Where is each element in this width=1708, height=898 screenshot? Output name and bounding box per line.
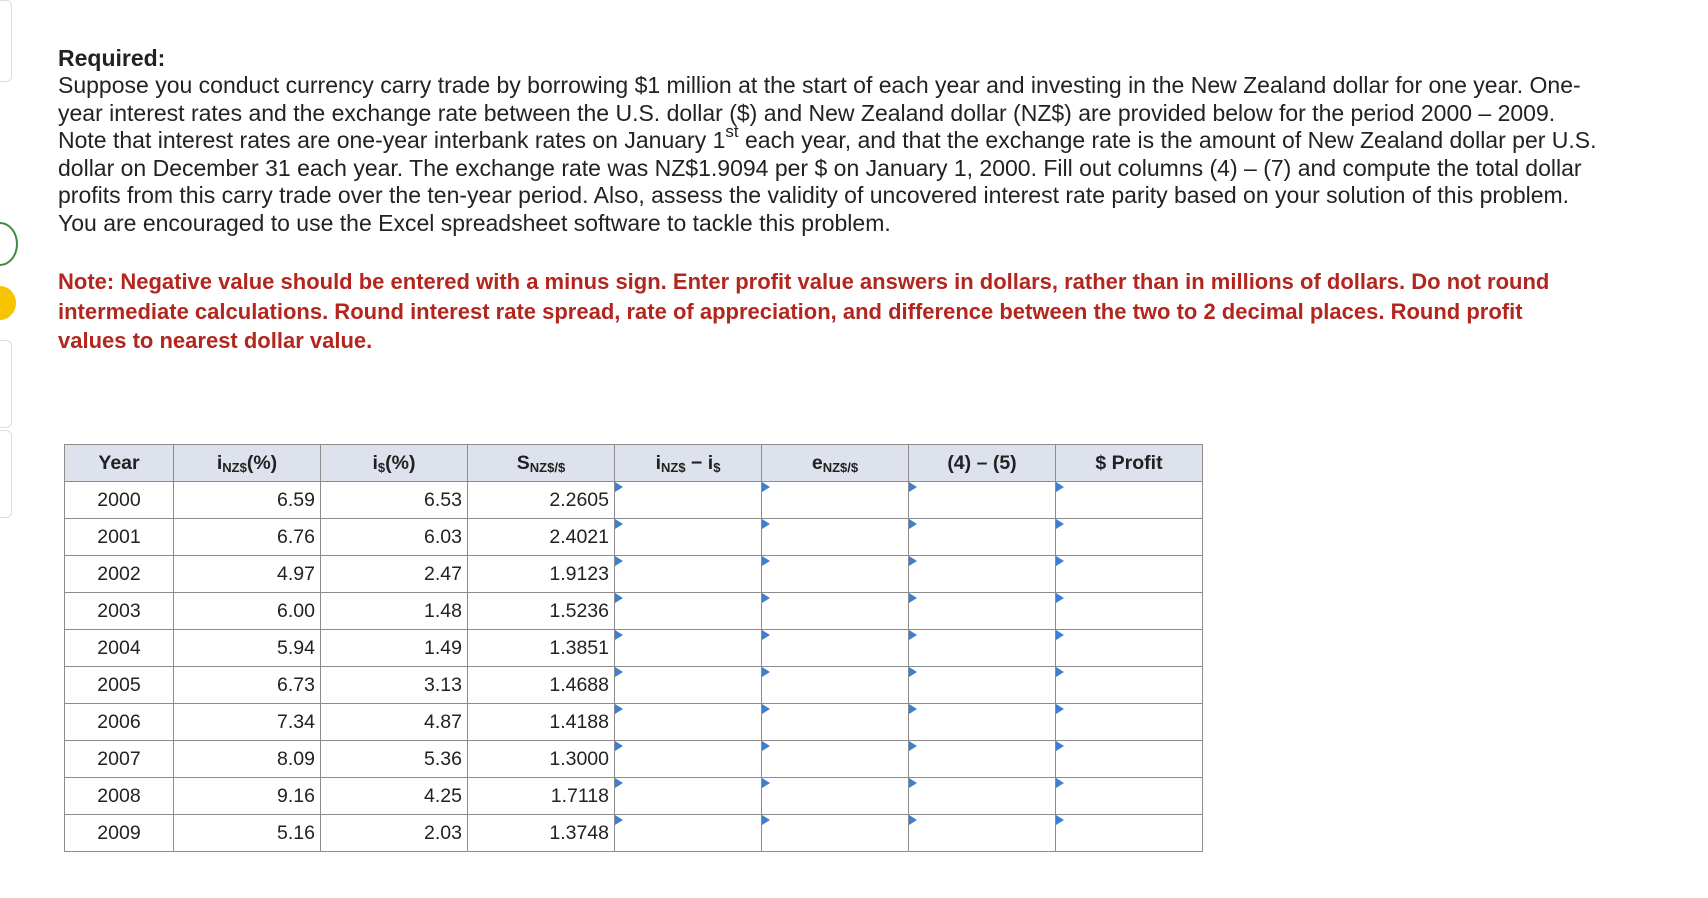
- profit-input-cell[interactable]: [1056, 482, 1203, 519]
- difference-input-cell[interactable]: [909, 667, 1056, 704]
- appreciation-input[interactable]: [767, 815, 903, 851]
- cell-marker-icon: [1056, 556, 1064, 566]
- cell-nz-interest: 8.09: [174, 741, 321, 778]
- difference-input[interactable]: [914, 667, 1050, 703]
- cell-marker-icon: [615, 778, 623, 788]
- appreciation-input[interactable]: [767, 556, 903, 592]
- cell-marker-icon: [615, 519, 623, 529]
- profit-input[interactable]: [1061, 741, 1197, 777]
- cell-marker-icon: [762, 704, 770, 714]
- cell-marker-icon: [909, 630, 917, 640]
- table-row: [65, 630, 1203, 667]
- superscript-st: st: [725, 122, 739, 142]
- cell-year: 2001: [65, 519, 174, 556]
- cell-marker-icon: [762, 667, 770, 677]
- side-panel-card: [0, 0, 12, 82]
- difference-input-cell[interactable]: [909, 630, 1056, 667]
- difference-input-cell[interactable]: [909, 556, 1056, 593]
- cell-marker-icon: [615, 593, 623, 603]
- profit-input-cell[interactable]: [1056, 593, 1203, 630]
- cell-marker-icon: [909, 667, 917, 677]
- table-row: [65, 482, 1203, 519]
- spread-input[interactable]: [620, 556, 756, 592]
- cell-marker-icon: [1056, 741, 1064, 751]
- appreciation-input-cell[interactable]: [762, 556, 909, 593]
- profit-input-cell[interactable]: [1056, 667, 1203, 704]
- appreciation-input-cell[interactable]: [762, 519, 909, 556]
- cell-exchange-rate: 1.7118: [468, 778, 615, 815]
- cell-nz-interest: 6.00: [174, 593, 321, 630]
- difference-input-cell[interactable]: [909, 519, 1056, 556]
- appreciation-input-cell[interactable]: [762, 704, 909, 741]
- difference-input[interactable]: [914, 593, 1050, 629]
- cell-marker-icon: [909, 593, 917, 603]
- spread-input-cell[interactable]: [615, 519, 762, 556]
- profit-input-cell[interactable]: [1056, 556, 1203, 593]
- cell-marker-icon: [1056, 704, 1064, 714]
- required-heading: Required:: [58, 45, 166, 71]
- cell-marker-icon: [762, 778, 770, 788]
- spread-input-cell[interactable]: [615, 741, 762, 778]
- cell-marker-icon: [909, 815, 917, 825]
- cell-nz-interest: 6.59: [174, 482, 321, 519]
- cell-marker-icon: [762, 593, 770, 603]
- cell-exchange-rate: 1.3748: [468, 815, 615, 852]
- cell-nz-interest: 6.73: [174, 667, 321, 704]
- table-row: [65, 667, 1203, 704]
- cell-marker-icon: [762, 482, 770, 492]
- profit-input[interactable]: [1061, 593, 1197, 629]
- profit-input-cell[interactable]: [1056, 778, 1203, 815]
- table-row: [65, 593, 1203, 630]
- cell-marker-icon: [615, 741, 623, 751]
- instruction-note: Note: Negative value should be entered with a minus sign. Enter profit value answers in dollars, rather than in millions of dollars. Do not round intermediate calculations. Round interest rate spread, rate of appreciation, and difference between the two to 2 decimal places. Round profit values to nearest dollar value.: [58, 269, 1550, 353]
- cell-marker-icon: [762, 556, 770, 566]
- cell-marker-icon: [1056, 667, 1064, 677]
- appreciation-input-cell[interactable]: [762, 778, 909, 815]
- cell-marker-icon: [762, 741, 770, 751]
- header-difference: (4) – (5): [909, 445, 1056, 482]
- cell-marker-icon: [1056, 593, 1064, 603]
- spread-input[interactable]: [620, 667, 756, 703]
- appreciation-input[interactable]: [767, 630, 903, 666]
- cell-marker-icon: [615, 704, 623, 714]
- cell-marker-icon: [909, 778, 917, 788]
- difference-input[interactable]: [914, 815, 1050, 851]
- cell-year: 2004: [65, 630, 174, 667]
- appreciation-input-cell[interactable]: [762, 593, 909, 630]
- spread-input-cell[interactable]: [615, 704, 762, 741]
- header-us-interest: $i_{\$}(\%)$: [321, 445, 468, 482]
- spread-input-cell[interactable]: [615, 778, 762, 815]
- cell-us-interest: 3.13: [321, 667, 468, 704]
- table-row: [65, 556, 1203, 593]
- cell-marker-icon: [762, 519, 770, 529]
- cell-marker-icon: [762, 815, 770, 825]
- difference-input[interactable]: [914, 519, 1050, 555]
- spread-input[interactable]: [620, 593, 756, 629]
- appreciation-input-cell[interactable]: [762, 667, 909, 704]
- cell-year: 2005: [65, 667, 174, 704]
- cell-year: 2009: [65, 815, 174, 852]
- cell-us-interest: 2.03: [321, 815, 468, 852]
- appreciation-input[interactable]: [767, 704, 903, 740]
- difference-input[interactable]: [914, 741, 1050, 777]
- spread-input-cell[interactable]: [615, 556, 762, 593]
- spread-input[interactable]: [620, 815, 756, 851]
- difference-input[interactable]: [914, 630, 1050, 666]
- cell-marker-icon: [1056, 630, 1064, 640]
- appreciation-input[interactable]: [767, 593, 903, 629]
- difference-input-cell[interactable]: [909, 704, 1056, 741]
- cell-marker-icon: [909, 556, 917, 566]
- cell-exchange-rate: 1.3851: [468, 630, 615, 667]
- spread-input[interactable]: [620, 778, 756, 814]
- cell-exchange-rate: 1.4188: [468, 704, 615, 741]
- cell-exchange-rate: 2.4021: [468, 519, 615, 556]
- header-profit: $ Profit: [1056, 445, 1203, 482]
- difference-input-cell[interactable]: [909, 741, 1056, 778]
- cell-us-interest: 2.47: [321, 556, 468, 593]
- cell-marker-icon: [762, 630, 770, 640]
- header-nz-interest: $i_{NZ\$}(\%)$: [174, 445, 321, 482]
- profit-input[interactable]: [1061, 556, 1197, 592]
- cell-exchange-rate: 1.4688: [468, 667, 615, 704]
- cell-marker-icon: [909, 482, 917, 492]
- side-panel-card: [0, 430, 12, 518]
- cell-marker-icon: [1056, 815, 1064, 825]
- difference-input-cell[interactable]: [909, 482, 1056, 519]
- side-panel-card: [0, 340, 12, 428]
- cell-marker-icon: [909, 519, 917, 529]
- carry-trade-table: [64, 444, 1203, 852]
- profit-input[interactable]: [1061, 778, 1197, 814]
- spread-input[interactable]: [620, 482, 756, 518]
- cell-exchange-rate: 1.9123: [468, 556, 615, 593]
- cell-marker-icon: [615, 482, 623, 492]
- appreciation-input[interactable]: [767, 667, 903, 703]
- cell-marker-icon: [615, 630, 623, 640]
- cell-exchange-rate: 2.2605: [468, 482, 615, 519]
- cell-marker-icon: [615, 667, 623, 677]
- appreciation-input[interactable]: [767, 482, 903, 518]
- cell-nz-interest: 5.94: [174, 630, 321, 667]
- appreciation-input-cell[interactable]: [762, 741, 909, 778]
- header-exchange-rate: $S_{NZ\$/\$}$: [468, 445, 615, 482]
- cell-us-interest: 4.87: [321, 704, 468, 741]
- cell-year: 2007: [65, 741, 174, 778]
- cell-marker-icon: [909, 704, 917, 714]
- profit-input-cell[interactable]: [1056, 815, 1203, 852]
- appreciation-input[interactable]: [767, 519, 903, 555]
- cell-marker-icon: [1056, 519, 1064, 529]
- cell-exchange-rate: 1.5236: [468, 593, 615, 630]
- appreciation-input-cell[interactable]: [762, 815, 909, 852]
- cell-nz-interest: 5.16: [174, 815, 321, 852]
- step-indicator-current[interactable]: [0, 286, 16, 320]
- cell-year: 2006: [65, 704, 174, 741]
- cell-marker-icon: [1056, 778, 1064, 788]
- spread-input-cell[interactable]: [615, 593, 762, 630]
- profit-input[interactable]: [1061, 519, 1197, 555]
- spread-input[interactable]: [620, 630, 756, 666]
- appreciation-input-cell[interactable]: [762, 630, 909, 667]
- cell-us-interest: 1.49: [321, 630, 468, 667]
- required-text-part1: Suppose you conduct currency carry trade by borrowing $1 million at the start of each year and investing in the New Zealand dollar for one year. One-year interest rates and the exchange rate between the U.S. dollar ($) and New Zealand dollar (NZ$) are provided below for the period 2000 – 2009. Note that interest rates are one-year interbank rates on January 1: [58, 72, 1581, 153]
- header-year: Year: [65, 445, 174, 482]
- profit-input-cell[interactable]: [1056, 741, 1203, 778]
- cell-year: 2002: [65, 556, 174, 593]
- cell-marker-icon: [615, 556, 623, 566]
- spread-input[interactable]: [620, 704, 756, 740]
- cell-nz-interest: 7.34: [174, 704, 321, 741]
- profit-input[interactable]: [1061, 630, 1197, 666]
- cell-nz-interest: 9.16: [174, 778, 321, 815]
- difference-input[interactable]: [914, 556, 1050, 592]
- profit-input-cell[interactable]: [1056, 519, 1203, 556]
- table-row: [65, 778, 1203, 815]
- cell-nz-interest: 4.97: [174, 556, 321, 593]
- step-indicator-complete[interactable]: [0, 222, 18, 266]
- required-text-part2: each year, and that the exchange rate is the amount of New Zealand dollar per U.S. dollar on December 31 each year. The exchange rate was NZ$1.9094 per $ on January 1, 2000. Fill out columns (4) – (7) and compute the total dollar profits from this carry trade over the ten-year period. Also, assess the validity of uncovered interest rate parity based on your solution of this problem. You are encouraged to use the Excel spreadsheet software to tackle this problem.: [58, 127, 1597, 236]
- difference-input[interactable]: [914, 778, 1050, 814]
- spread-input[interactable]: [620, 519, 756, 555]
- cell-us-interest: 5.36: [321, 741, 468, 778]
- profit-input-cell[interactable]: [1056, 630, 1203, 667]
- difference-input[interactable]: [914, 704, 1050, 740]
- spread-input-cell[interactable]: [615, 667, 762, 704]
- profit-input[interactable]: [1061, 815, 1197, 851]
- cell-us-interest: 1.48: [321, 593, 468, 630]
- required-text: [58, 72, 1598, 237]
- difference-input-cell[interactable]: [909, 778, 1056, 815]
- profit-input-cell[interactable]: [1056, 704, 1203, 741]
- appreciation-input-cell[interactable]: [762, 482, 909, 519]
- spread-input[interactable]: [620, 741, 756, 777]
- profit-input[interactable]: [1061, 667, 1197, 703]
- cell-us-interest: 6.53: [321, 482, 468, 519]
- table-row: [65, 741, 1203, 778]
- table-row: [65, 704, 1203, 741]
- cell-marker-icon: [909, 741, 917, 751]
- difference-input[interactable]: [914, 482, 1050, 518]
- cell-year: 2008: [65, 778, 174, 815]
- cell-exchange-rate: 1.3000: [468, 741, 615, 778]
- spread-input-cell[interactable]: [615, 482, 762, 519]
- appreciation-input[interactable]: [767, 741, 903, 777]
- cell-us-interest: 4.25: [321, 778, 468, 815]
- cell-year: 2003: [65, 593, 174, 630]
- table-row: [65, 519, 1203, 556]
- cell-marker-icon: [615, 815, 623, 825]
- difference-input-cell[interactable]: [909, 593, 1056, 630]
- cell-us-interest: 6.03: [321, 519, 468, 556]
- appreciation-input[interactable]: [767, 778, 903, 814]
- difference-input-cell[interactable]: [909, 815, 1056, 852]
- question-content: [58, 44, 1598, 356]
- profit-input[interactable]: [1061, 704, 1197, 740]
- header-appreciation: $e_{NZ\$/\$}$: [762, 445, 909, 482]
- table-row: [65, 815, 1203, 852]
- header-interest-spread: $i_{NZ\$} - i_{\$}$: [615, 445, 762, 482]
- cell-year: 2000: [65, 482, 174, 519]
- spread-input-cell[interactable]: [615, 815, 762, 852]
- profit-input[interactable]: [1061, 482, 1197, 518]
- cell-marker-icon: [1056, 482, 1064, 492]
- table-header-row: [65, 445, 1203, 482]
- spread-input-cell[interactable]: [615, 630, 762, 667]
- cell-nz-interest: 6.76: [174, 519, 321, 556]
